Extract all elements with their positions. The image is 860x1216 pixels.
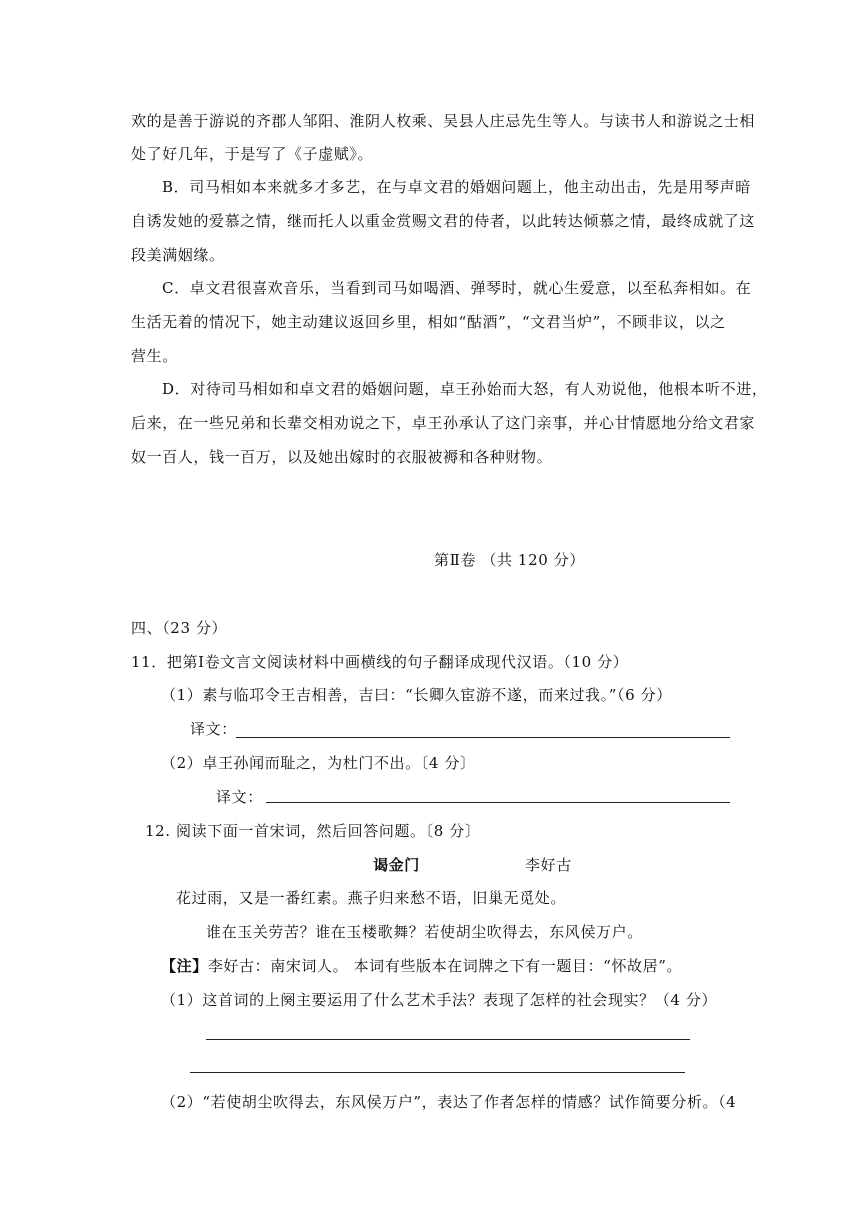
section-heading: 四、（23 分） (131, 619, 228, 637)
option-d-line: 后来，在一些兄弟和长辈交相劝说之下，卓王孙承认了这门亲事，并心甘情愿地分给文君家 (131, 414, 756, 432)
poem-author: 李好古 (525, 856, 572, 874)
translation-label: 译文： (216, 788, 263, 806)
note-text: 李好古：南宋词人。 本词有些版本在词牌之下有一题目：“怀故居”。 (207, 957, 683, 975)
option-c-line: C．卓文君很喜欢音乐，当看到司马如喝酒、弹琴时，就心生爱意，以至私奔相如。在 (162, 279, 752, 297)
option-b-line: 自诱发她的爱慕之情，继而托人以重金赏赐文君的侍者，以此转达倾慕之情，最终成就了这 (131, 212, 756, 230)
question-12-sub2: （2）“若使胡尘吹得去，东风侯万户”，表达了作者怎样的情感？试作简要分析。（4 (161, 1093, 737, 1111)
volume-title: 第Ⅱ卷 （共 120 分） (434, 551, 585, 569)
passage-line: 欢的是善于游说的齐郡人邹阳、淮阴人枚乘、吴县人庄忌先生等人。与读书人和游说之士相 (131, 112, 756, 130)
poem-line: 谁在玉关劳苦？谁在玉楼歌舞？若使胡尘吹得去，东风侯万户。 (206, 923, 643, 941)
option-b-line: 段美满姻缘。 (131, 246, 225, 264)
answer-line[interactable] (190, 1072, 685, 1073)
option-b-line: B．司马相如本来就多才多艺，在与卓文君的婚姻问题上，他主动出击，先是用琴声暗 (162, 178, 751, 196)
translation-label: 译文： (190, 720, 237, 738)
question-11-sub2: （2）卓王孙闻而耻之，为杜门不出。〔4 分〕 (161, 754, 476, 772)
poem-note (161, 955, 682, 977)
poem-title: 谒金门 (373, 856, 420, 874)
option-d-line: D．对待司马相如和卓文君的婚姻问题，卓王孙始而大怒，有人劝说他，他根本听不进， (162, 380, 768, 398)
question-12-stem: 12. 阅读下面一首宋词，然后回答问题。〔8 分〕 (145, 822, 481, 840)
question-11-sub1: （1）素与临邛令王吉相善，吉曰：“长卿久宦游不遂，而来过我。”（6 分） (161, 686, 672, 704)
option-c-line: 生活无着的情况下，她主动建议返回乡里，相如“酤酒”，“文君当炉”，不顾非议，以之 (131, 313, 726, 331)
answer-line[interactable] (206, 1039, 690, 1040)
passage-line: 处了好几年，于是写了《子虚赋》。 (131, 145, 374, 163)
option-d-line: 奴一百人，钱一百万，以及她出嫁时的衣服被褥和各种财物。 (131, 448, 553, 466)
question-11-stem: 11．把第Ⅰ卷文言文阅读材料中画横线的句子翻译成现代汉语。（10 分） (131, 653, 629, 671)
note-mark: 【注】 (161, 957, 208, 975)
option-c-line: 营生。 (131, 347, 178, 365)
question-12-sub1: （1）这首词的上阕主要运用了什么艺术手法？表现了怎样的社会现实？（4 分） (161, 991, 718, 1009)
answer-line[interactable] (266, 802, 730, 803)
poem-line: 花过雨，又是一番红素。燕子归来愁不语，旧巢无觅处。 (176, 889, 567, 907)
answer-line[interactable] (236, 737, 730, 738)
